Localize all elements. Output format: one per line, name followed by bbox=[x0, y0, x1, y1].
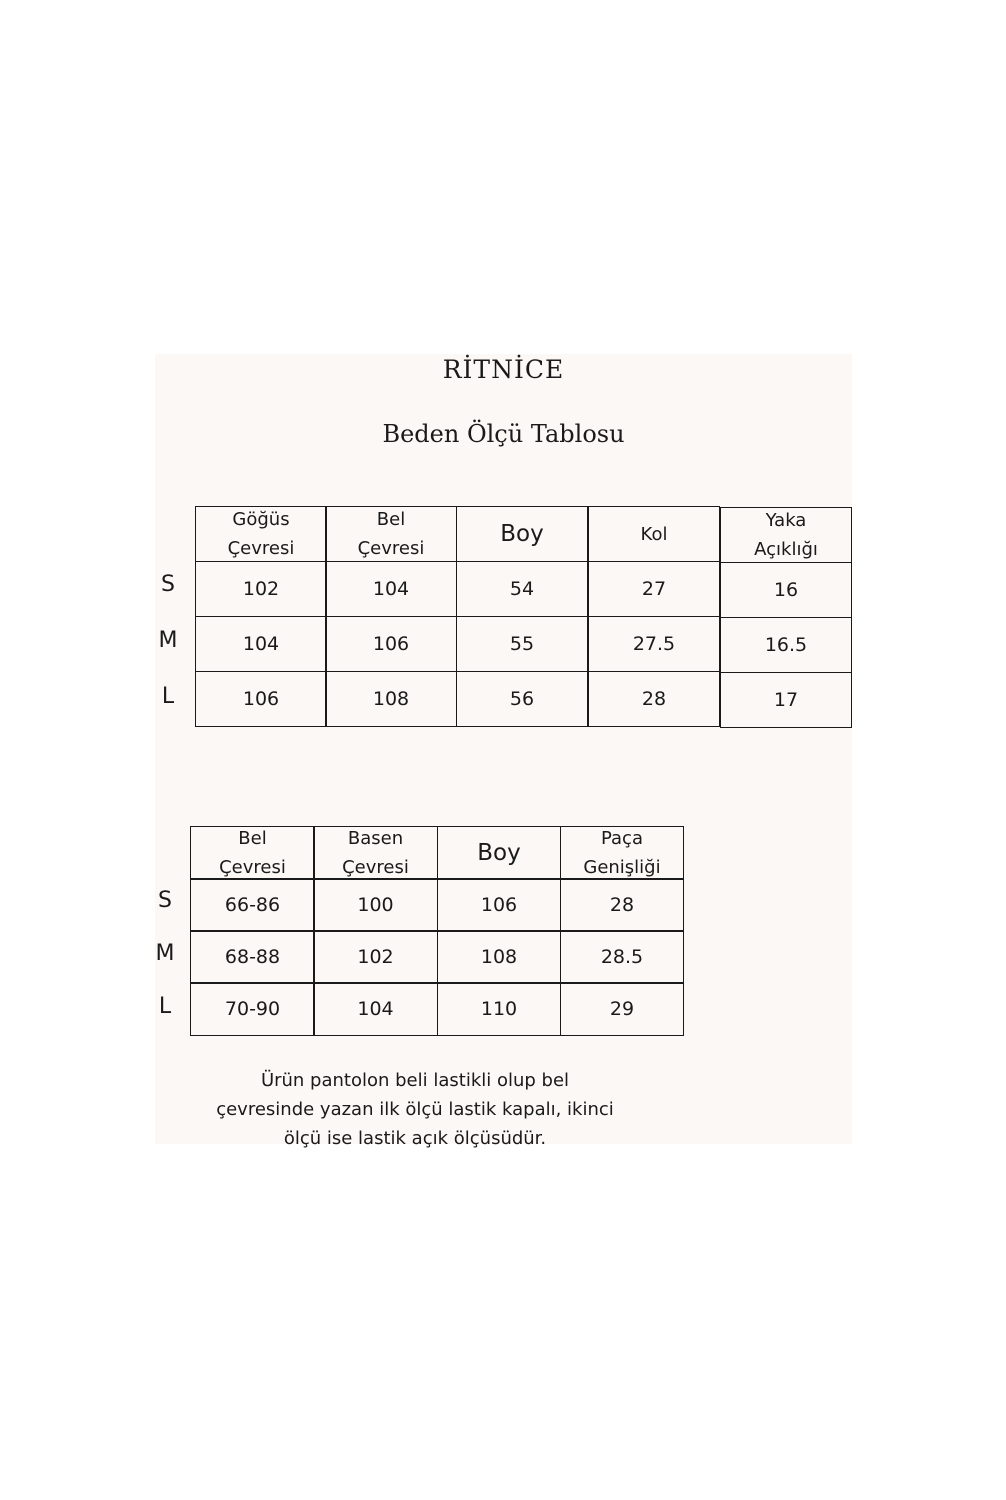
table-cell: 100 bbox=[313, 878, 438, 932]
top-header-waist: Bel Çevresi bbox=[325, 506, 457, 562]
table-cell: 28 bbox=[560, 878, 684, 932]
bottom-header-hip: Basen Çevresi bbox=[313, 826, 438, 880]
table-cell: 110 bbox=[437, 982, 561, 1036]
table-cell: 104 bbox=[325, 561, 457, 617]
table-cell: 17 bbox=[720, 672, 852, 728]
table-cell: 102 bbox=[195, 561, 327, 617]
table-cell: 104 bbox=[313, 982, 438, 1036]
table-cell: 108 bbox=[437, 930, 561, 984]
table-cell: 28 bbox=[588, 671, 720, 727]
table-cell: 29 bbox=[560, 982, 684, 1036]
top-header-collar: Yaka Açıklığı bbox=[720, 507, 852, 563]
table-cell: 70-90 bbox=[190, 982, 315, 1036]
table-cell: 28.5 bbox=[560, 930, 684, 984]
table-cell: 27.5 bbox=[588, 616, 720, 672]
table-cell: 106 bbox=[437, 878, 561, 932]
table-cell: 54 bbox=[456, 561, 588, 617]
table-cell: 106 bbox=[195, 671, 327, 727]
top-header-sleeve: Kol bbox=[588, 506, 720, 562]
table-cell: 16.5 bbox=[720, 617, 852, 673]
top-header-length: Boy bbox=[456, 506, 588, 562]
table-cell: 66-86 bbox=[190, 878, 315, 932]
bottom-header-length: Boy bbox=[437, 826, 561, 880]
bottom-row-label-l: L bbox=[158, 994, 172, 1019]
top-row-label-m: M bbox=[158, 628, 178, 653]
table-cell: 56 bbox=[456, 671, 588, 727]
table-cell: 106 bbox=[325, 616, 457, 672]
bottom-header-leg-opening: Paça Genişliği bbox=[560, 826, 684, 880]
top-row-label-s: S bbox=[161, 572, 175, 597]
table-cell: 102 bbox=[313, 930, 438, 984]
table-cell: 68-88 bbox=[190, 930, 315, 984]
top-header-chest: Göğüs Çevresi bbox=[195, 506, 327, 562]
top-row-label-l: L bbox=[161, 684, 175, 709]
elastic-waist-note: Ürün pantolon beli lastikli olup bel çevresinde yazan ilk ölçü lastik kapalı, ikinci ölçü ise lastik açık ölçüsüdür. bbox=[216, 1070, 614, 1149]
table-cell: 27 bbox=[588, 561, 720, 617]
bottom-header-waist: Bel Çevresi bbox=[190, 826, 315, 880]
bottom-row-label-m: M bbox=[155, 941, 175, 966]
table-cell: 55 bbox=[456, 616, 588, 672]
page-title: Beden Ölçü Tablosu bbox=[382, 420, 625, 448]
size-chart-card bbox=[155, 354, 852, 1149]
brand-logo: RİTNİCE bbox=[442, 355, 565, 384]
table-cell: 104 bbox=[195, 616, 327, 672]
bottom-row-label-s: S bbox=[158, 888, 172, 913]
table-cell: 108 bbox=[325, 671, 457, 727]
table-cell: 16 bbox=[720, 562, 852, 618]
